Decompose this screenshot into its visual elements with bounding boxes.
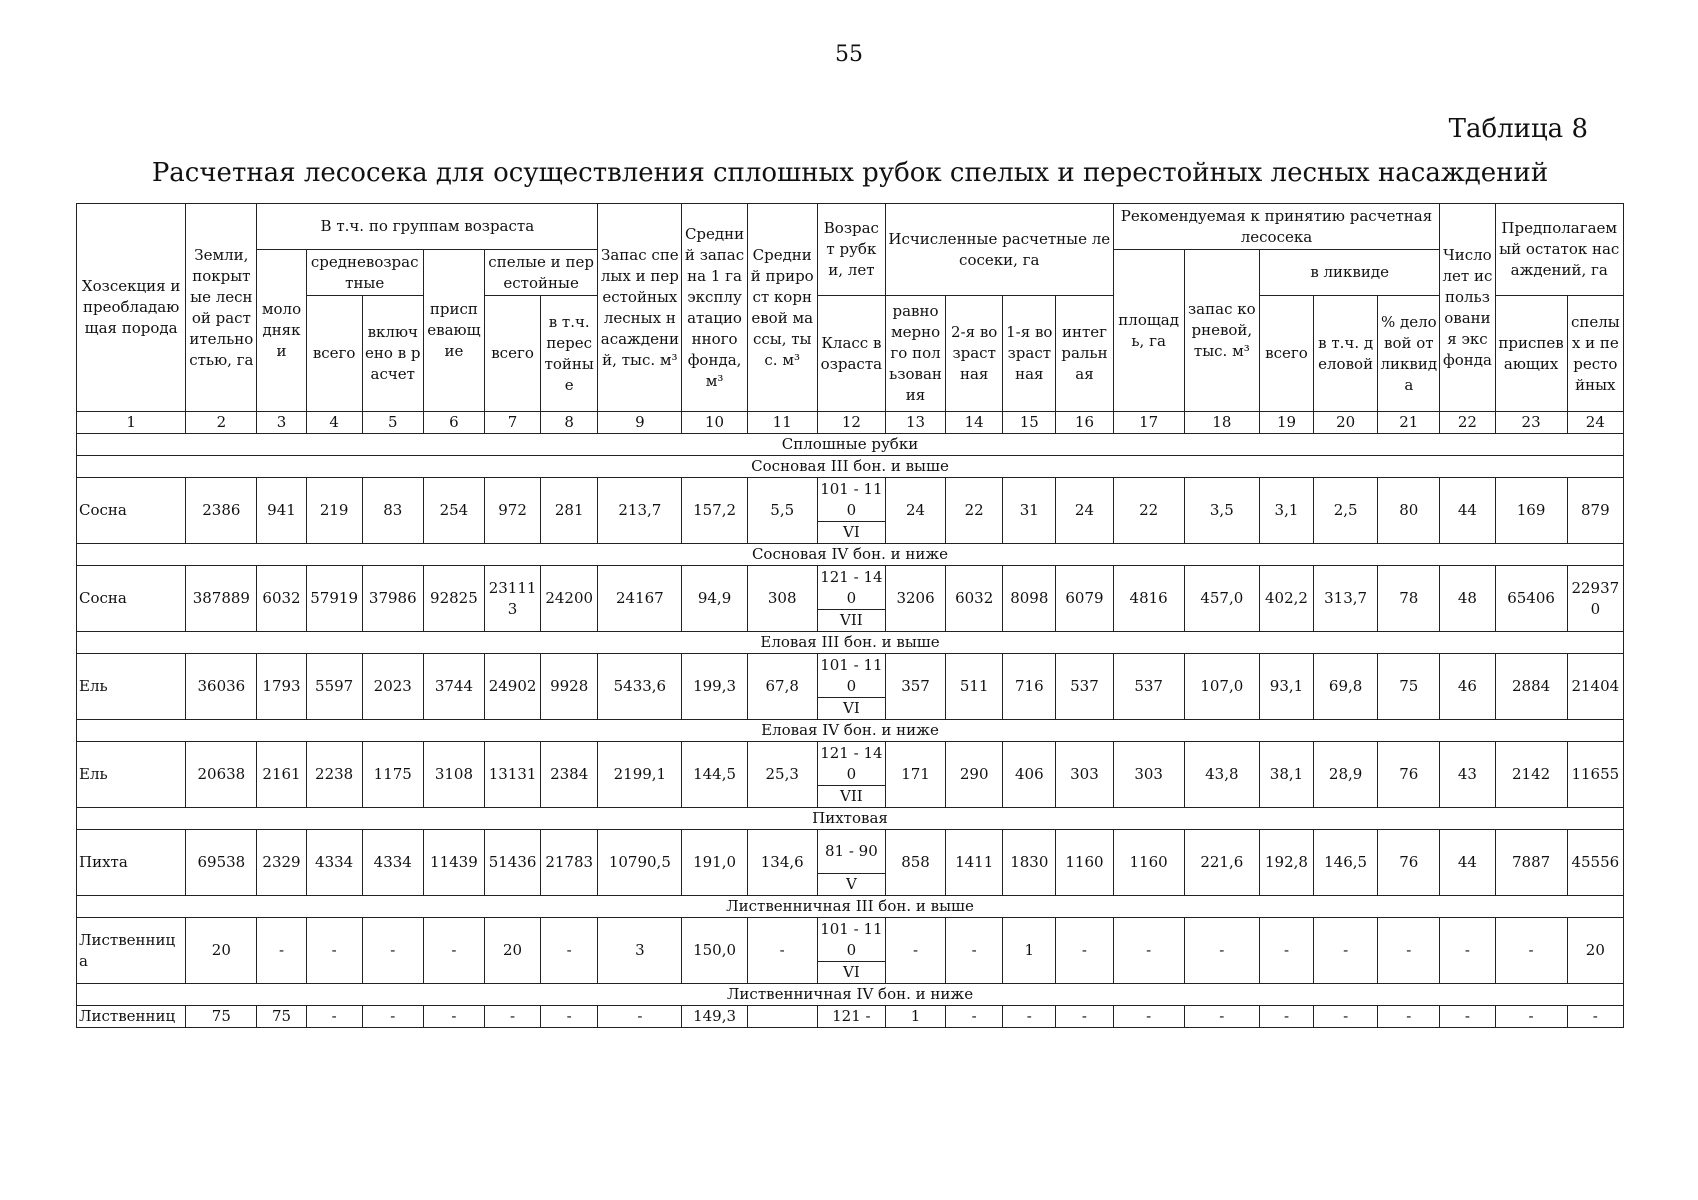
header-middle-aged: средневозрастные bbox=[306, 250, 423, 296]
age-class-cell: VI bbox=[817, 698, 885, 720]
age-range-cell: 121 - 140 bbox=[817, 566, 885, 610]
value-cell: 199,3 bbox=[682, 654, 747, 720]
age-range-cell: 101 - 110 bbox=[817, 918, 885, 962]
value-cell: 3744 bbox=[423, 654, 484, 720]
value-cell: - bbox=[423, 1006, 484, 1028]
header-c8: в т.ч. перестойные bbox=[541, 296, 598, 412]
header-age-groups: В т.ч. по группам возраста bbox=[257, 204, 598, 250]
column-number: 10 bbox=[682, 412, 747, 434]
value-cell: 46 bbox=[1440, 654, 1495, 720]
value-cell: - bbox=[946, 918, 1003, 984]
value-cell: 134,6 bbox=[747, 830, 817, 896]
value-cell: - bbox=[1056, 918, 1113, 984]
column-number: 15 bbox=[1003, 412, 1056, 434]
column-number: 2 bbox=[186, 412, 257, 434]
value-cell: 24 bbox=[1056, 478, 1113, 544]
header-c11: Средний прирост корневой массы, тыс. м³ bbox=[747, 204, 817, 412]
value-cell: 1175 bbox=[362, 742, 423, 808]
species-cell: Пихта bbox=[77, 830, 186, 896]
table-row bbox=[77, 918, 1624, 962]
section-title: Лиственничная III бон. и выше bbox=[77, 896, 1624, 918]
table-title: Расчетная лесосека для осуществления сплошных рубок спелых и перестойных лесных насаждений bbox=[151, 158, 1549, 188]
table-row bbox=[77, 830, 1624, 874]
value-cell: 25,3 bbox=[747, 742, 817, 808]
value-cell: - bbox=[1113, 1006, 1184, 1028]
column-number: 19 bbox=[1259, 412, 1313, 434]
column-number: 24 bbox=[1567, 412, 1623, 434]
header-remain: Предполагаемый остаток насаждений, га bbox=[1495, 204, 1624, 296]
value-cell: 8098 bbox=[1003, 566, 1056, 632]
header-c17: площадь, га bbox=[1113, 250, 1184, 412]
value-cell: 2238 bbox=[306, 742, 362, 808]
header-c3: молодняки bbox=[257, 250, 306, 412]
value-cell: 11439 bbox=[423, 830, 484, 896]
value-cell: 3206 bbox=[885, 566, 945, 632]
header-c23: приспевающих bbox=[1495, 296, 1567, 412]
value-cell: 2384 bbox=[541, 742, 598, 808]
value-cell: 169 bbox=[1495, 478, 1567, 544]
value-cell: 2884 bbox=[1495, 654, 1567, 720]
value-cell: 44 bbox=[1440, 478, 1495, 544]
column-number: 20 bbox=[1314, 412, 1378, 434]
value-cell: 406 bbox=[1003, 742, 1056, 808]
value-cell: 213,7 bbox=[598, 478, 682, 544]
lesoseka-table bbox=[76, 203, 1624, 1028]
header-c16: интегральная bbox=[1056, 296, 1113, 412]
species-cell: Лиственница bbox=[77, 918, 186, 984]
age-range-cell: 121 - 140 bbox=[817, 742, 885, 786]
header-c14: 2-я возрастная bbox=[946, 296, 1003, 412]
value-cell: 457,0 bbox=[1184, 566, 1259, 632]
value-cell: - bbox=[484, 1006, 540, 1028]
value-cell: 20638 bbox=[186, 742, 257, 808]
value-cell: - bbox=[1184, 918, 1259, 984]
header-mature: спелые и перестойные bbox=[484, 250, 597, 296]
value-cell: 303 bbox=[1113, 742, 1184, 808]
section-title: Пихтовая bbox=[77, 808, 1624, 830]
value-cell: - bbox=[747, 918, 817, 984]
value-cell bbox=[747, 1006, 817, 1028]
value-cell: - bbox=[1113, 918, 1184, 984]
value-cell: 2,5 bbox=[1314, 478, 1378, 544]
header-c7: всего bbox=[484, 296, 540, 412]
value-cell: 150,0 bbox=[682, 918, 747, 984]
value-cell: - bbox=[1184, 1006, 1259, 1028]
value-cell: - bbox=[306, 918, 362, 984]
header-c19: всего bbox=[1259, 296, 1313, 412]
value-cell: 2386 bbox=[186, 478, 257, 544]
section-title: Еловая IV бон. и ниже bbox=[77, 720, 1624, 742]
value-cell: 107,0 bbox=[1184, 654, 1259, 720]
value-cell: 78 bbox=[1378, 566, 1440, 632]
value-cell: 1411 bbox=[946, 830, 1003, 896]
column-number: 4 bbox=[306, 412, 362, 434]
value-cell: 31 bbox=[1003, 478, 1056, 544]
value-cell: 6032 bbox=[257, 566, 306, 632]
value-cell: 313,7 bbox=[1314, 566, 1378, 632]
value-cell: 80 bbox=[1378, 478, 1440, 544]
value-cell: - bbox=[541, 1006, 598, 1028]
value-cell: 76 bbox=[1378, 742, 1440, 808]
value-cell: 254 bbox=[423, 478, 484, 544]
value-cell: 290 bbox=[946, 742, 1003, 808]
table-row bbox=[77, 566, 1624, 610]
value-cell: 231113 bbox=[484, 566, 540, 632]
value-cell: 229370 bbox=[1567, 566, 1623, 632]
column-number: 9 bbox=[598, 412, 682, 434]
value-cell: - bbox=[1495, 1006, 1567, 1028]
value-cell: 2329 bbox=[257, 830, 306, 896]
section-title: Лиственничная IV бон. и ниже bbox=[77, 984, 1624, 1006]
value-cell: 65406 bbox=[1495, 566, 1567, 632]
value-cell: 3,1 bbox=[1259, 478, 1313, 544]
value-cell: 1 bbox=[1003, 918, 1056, 984]
value-cell: 20 bbox=[484, 918, 540, 984]
header-c4: всего bbox=[306, 296, 362, 412]
cut-type-row: Сплошные рубки bbox=[77, 434, 1624, 456]
value-cell: 83 bbox=[362, 478, 423, 544]
value-cell: 20 bbox=[186, 918, 257, 984]
value-cell: 38,1 bbox=[1259, 742, 1313, 808]
value-cell: 157,2 bbox=[682, 478, 747, 544]
header-calc: Исчисленные расчетные лесосеки, га bbox=[885, 204, 1113, 296]
value-cell: 3108 bbox=[423, 742, 484, 808]
table-row bbox=[77, 478, 1624, 522]
value-cell: - bbox=[1440, 918, 1495, 984]
value-cell: - bbox=[257, 918, 306, 984]
table-body bbox=[77, 434, 1624, 1028]
value-cell: - bbox=[1495, 918, 1567, 984]
value-cell: 972 bbox=[484, 478, 540, 544]
table-row bbox=[77, 742, 1624, 786]
header-c1: Хозсекция и преобладающая порода bbox=[77, 204, 186, 412]
value-cell: 24167 bbox=[598, 566, 682, 632]
value-cell: - bbox=[1003, 1006, 1056, 1028]
value-cell: 75 bbox=[1378, 654, 1440, 720]
column-number: 8 bbox=[541, 412, 598, 434]
value-cell: 192,8 bbox=[1259, 830, 1313, 896]
value-cell: 75 bbox=[186, 1006, 257, 1028]
value-cell: 149,3 bbox=[682, 1006, 747, 1028]
value-cell: 716 bbox=[1003, 654, 1056, 720]
header-c6: приспевающие bbox=[423, 250, 484, 412]
header-c18: запас корневой, тыс. м³ bbox=[1184, 250, 1259, 412]
column-number: 13 bbox=[885, 412, 945, 434]
column-number: 23 bbox=[1495, 412, 1567, 434]
header-c15: 1-я возрастная bbox=[1003, 296, 1056, 412]
value-cell: - bbox=[1378, 918, 1440, 984]
value-cell: 2142 bbox=[1495, 742, 1567, 808]
value-cell: - bbox=[1259, 1006, 1313, 1028]
value-cell: 537 bbox=[1113, 654, 1184, 720]
value-cell: 879 bbox=[1567, 478, 1623, 544]
value-cell: - bbox=[1314, 1006, 1378, 1028]
value-cell: 5597 bbox=[306, 654, 362, 720]
page-number: 55 bbox=[835, 42, 863, 67]
column-number: 17 bbox=[1113, 412, 1184, 434]
value-cell: 4334 bbox=[306, 830, 362, 896]
value-cell: 94,9 bbox=[682, 566, 747, 632]
column-number: 5 bbox=[362, 412, 423, 434]
value-cell: 24 bbox=[885, 478, 945, 544]
header-cutting-age: Возраст рубки, лет bbox=[817, 204, 885, 296]
column-number: 3 bbox=[257, 412, 306, 434]
value-cell: 67,8 bbox=[747, 654, 817, 720]
value-cell: 858 bbox=[885, 830, 945, 896]
header-c2: Земли, покрытые лесной растительностью, га bbox=[186, 204, 257, 412]
table-row bbox=[77, 654, 1624, 698]
header-liquid: в ликвиде bbox=[1259, 250, 1439, 296]
value-cell: 51436 bbox=[484, 830, 540, 896]
value-cell: 537 bbox=[1056, 654, 1113, 720]
header-c22: Число лет использования экс фонда bbox=[1440, 204, 1495, 412]
value-cell: 57919 bbox=[306, 566, 362, 632]
value-cell: 144,5 bbox=[682, 742, 747, 808]
value-cell: 48 bbox=[1440, 566, 1495, 632]
value-cell: 37986 bbox=[362, 566, 423, 632]
value-cell: - bbox=[1567, 1006, 1623, 1028]
age-range-cell: 101 - 110 bbox=[817, 478, 885, 522]
value-cell: 75 bbox=[257, 1006, 306, 1028]
species-cell: Сосна bbox=[77, 478, 186, 544]
value-cell: 22 bbox=[1113, 478, 1184, 544]
header-c21: % деловой от ликвида bbox=[1378, 296, 1440, 412]
value-cell: 171 bbox=[885, 742, 945, 808]
value-cell: - bbox=[362, 1006, 423, 1028]
age-range-cell: 101 - 110 bbox=[817, 654, 885, 698]
section-title: Еловая III бон. и выше bbox=[77, 632, 1624, 654]
value-cell: 303 bbox=[1056, 742, 1113, 808]
value-cell: 6079 bbox=[1056, 566, 1113, 632]
value-cell: 4334 bbox=[362, 830, 423, 896]
table-label: Таблица 8 bbox=[1448, 114, 1588, 144]
value-cell: 1160 bbox=[1056, 830, 1113, 896]
age-range-cell: 81 - 90 bbox=[817, 830, 885, 874]
value-cell: - bbox=[306, 1006, 362, 1028]
age-range-cell: 121 - bbox=[817, 1006, 885, 1028]
value-cell: 24902 bbox=[484, 654, 540, 720]
value-cell: - bbox=[598, 1006, 682, 1028]
value-cell: 69,8 bbox=[1314, 654, 1378, 720]
section-title: Сосновая III бон. и выше bbox=[77, 456, 1624, 478]
species-cell: Лиственниц bbox=[77, 1006, 186, 1028]
value-cell: - bbox=[541, 918, 598, 984]
value-cell: 5433,6 bbox=[598, 654, 682, 720]
age-class-cell: VI bbox=[817, 522, 885, 544]
value-cell: - bbox=[1378, 1006, 1440, 1028]
value-cell: 3,5 bbox=[1184, 478, 1259, 544]
species-cell: Ель bbox=[77, 742, 186, 808]
column-number: 22 bbox=[1440, 412, 1495, 434]
value-cell: 7887 bbox=[1495, 830, 1567, 896]
value-cell: 76 bbox=[1378, 830, 1440, 896]
value-cell: 1830 bbox=[1003, 830, 1056, 896]
value-cell: 1793 bbox=[257, 654, 306, 720]
value-cell: 20 bbox=[1567, 918, 1623, 984]
value-cell: - bbox=[1440, 1006, 1495, 1028]
value-cell: 21404 bbox=[1567, 654, 1623, 720]
header-c12: Класс возраста bbox=[817, 296, 885, 412]
value-cell: 146,5 bbox=[1314, 830, 1378, 896]
value-cell: 308 bbox=[747, 566, 817, 632]
value-cell: 24200 bbox=[541, 566, 598, 632]
header-c5: включено в расчет bbox=[362, 296, 423, 412]
value-cell: 92825 bbox=[423, 566, 484, 632]
value-cell: 43,8 bbox=[1184, 742, 1259, 808]
header-c9: Запас спелых и перестойных лесных насаждений, тыс. м³ bbox=[598, 204, 682, 412]
value-cell: 1 bbox=[885, 1006, 945, 1028]
value-cell: - bbox=[885, 918, 945, 984]
value-cell: 511 bbox=[946, 654, 1003, 720]
value-cell: 11655 bbox=[1567, 742, 1623, 808]
column-number: 16 bbox=[1056, 412, 1113, 434]
value-cell: 2161 bbox=[257, 742, 306, 808]
value-cell: 45556 bbox=[1567, 830, 1623, 896]
age-class-cell: VII bbox=[817, 610, 885, 632]
value-cell: 2023 bbox=[362, 654, 423, 720]
value-cell: 44 bbox=[1440, 830, 1495, 896]
age-class-cell: VII bbox=[817, 786, 885, 808]
column-number: 21 bbox=[1378, 412, 1440, 434]
value-cell: - bbox=[1314, 918, 1378, 984]
value-cell: 281 bbox=[541, 478, 598, 544]
header-c13: равномерного пользования bbox=[885, 296, 945, 412]
value-cell: 1160 bbox=[1113, 830, 1184, 896]
value-cell: 219 bbox=[306, 478, 362, 544]
species-cell: Сосна bbox=[77, 566, 186, 632]
value-cell: 191,0 bbox=[682, 830, 747, 896]
column-number: 11 bbox=[747, 412, 817, 434]
value-cell: 5,5 bbox=[747, 478, 817, 544]
species-cell: Ель bbox=[77, 654, 186, 720]
value-cell: - bbox=[362, 918, 423, 984]
value-cell: 69538 bbox=[186, 830, 257, 896]
column-number: 1 bbox=[77, 412, 186, 434]
column-number: 18 bbox=[1184, 412, 1259, 434]
value-cell: 43 bbox=[1440, 742, 1495, 808]
value-cell: 28,9 bbox=[1314, 742, 1378, 808]
value-cell: 387889 bbox=[186, 566, 257, 632]
column-number: 6 bbox=[423, 412, 484, 434]
value-cell: 13131 bbox=[484, 742, 540, 808]
age-class-cell: VI bbox=[817, 962, 885, 984]
value-cell: - bbox=[423, 918, 484, 984]
column-number: 12 bbox=[817, 412, 885, 434]
age-class-cell: V bbox=[817, 874, 885, 896]
value-cell: 22 bbox=[946, 478, 1003, 544]
value-cell: - bbox=[1259, 918, 1313, 984]
value-cell: 402,2 bbox=[1259, 566, 1313, 632]
value-cell: 10790,5 bbox=[598, 830, 682, 896]
header-c10: Средний запас на 1 га эксплуатационного фонда, м³ bbox=[682, 204, 747, 412]
header-c20: в т.ч. деловой bbox=[1314, 296, 1378, 412]
value-cell: 6032 bbox=[946, 566, 1003, 632]
value-cell: - bbox=[1056, 1006, 1113, 1028]
value-cell: 4816 bbox=[1113, 566, 1184, 632]
value-cell: 2199,1 bbox=[598, 742, 682, 808]
value-cell: 21783 bbox=[541, 830, 598, 896]
column-number: 14 bbox=[946, 412, 1003, 434]
column-number: 7 bbox=[484, 412, 540, 434]
section-title: Сосновая IV бон. и ниже bbox=[77, 544, 1624, 566]
table-row bbox=[77, 1006, 1624, 1028]
value-cell: 221,6 bbox=[1184, 830, 1259, 896]
value-cell: 36036 bbox=[186, 654, 257, 720]
header-recommended: Рекомендуемая к принятию расчетная лесосека bbox=[1113, 204, 1440, 250]
value-cell: 941 bbox=[257, 478, 306, 544]
value-cell: 357 bbox=[885, 654, 945, 720]
value-cell: - bbox=[946, 1006, 1003, 1028]
header-c24: спелых и перестойных bbox=[1567, 296, 1623, 412]
value-cell: 93,1 bbox=[1259, 654, 1313, 720]
value-cell: 3 bbox=[598, 918, 682, 984]
value-cell: 9928 bbox=[541, 654, 598, 720]
